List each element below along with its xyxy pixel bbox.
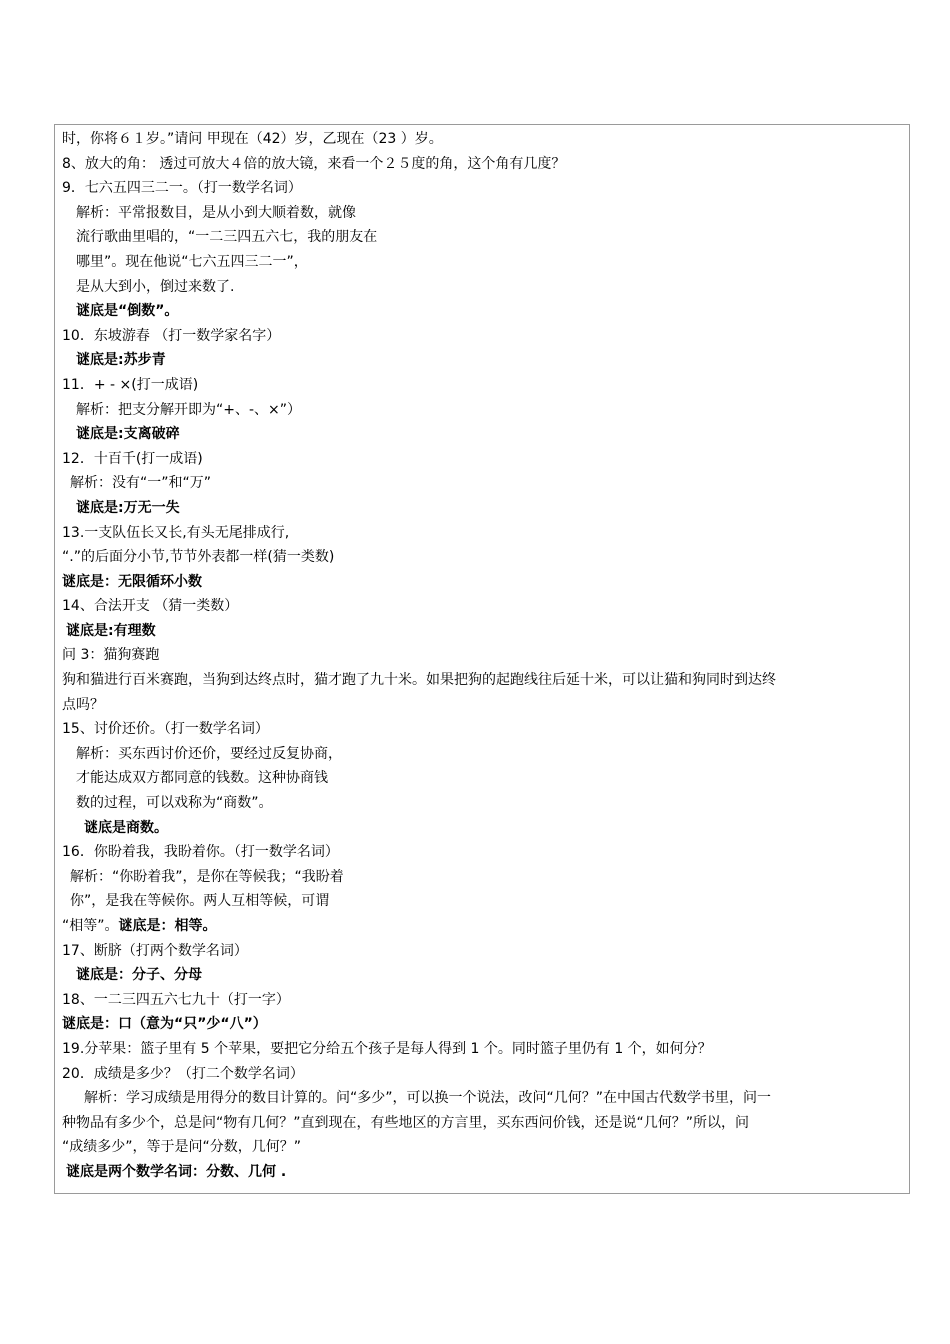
- text-line: [62, 152, 908, 177]
- text-line: [62, 1160, 908, 1185]
- text-line: [62, 570, 908, 595]
- line-text: 谜底是:万无一失: [76, 499, 180, 516]
- line-text: 8、放大的角： 透过可放大４倍的放大镜，来看一个２５度的角，这个角有几度？: [62, 155, 566, 172]
- line-text: 点吗？: [62, 696, 104, 713]
- text-line: [62, 299, 908, 324]
- line-text: 14、合法开支 （猜一类数）: [62, 598, 239, 615]
- text-line: [62, 619, 908, 644]
- line-text: 狗和猫进行百米赛跑，当狗到达终点时，猫才跑了九十米。如果把狗的起跑线往后延十米，可以让猫和狗同时到达终: [62, 672, 776, 689]
- line-text: 12．十百千(打一成语): [62, 450, 203, 467]
- line-text: 解析：没有“一”和“万”: [70, 475, 212, 492]
- document-body: [62, 127, 908, 1185]
- text-line: [62, 373, 908, 398]
- text-line: [62, 1111, 908, 1136]
- text-line: [62, 693, 908, 718]
- line-text: 谜底是:有理数: [66, 622, 156, 639]
- line-text: 谜底是:支离破碎: [76, 426, 180, 443]
- text-line: [62, 643, 908, 668]
- line-text: 9．七六五四三二一。（打一数学名词）: [62, 180, 302, 197]
- text-line: [62, 176, 908, 201]
- line-answer: 谜底是：相等。: [118, 918, 217, 934]
- text-line: [62, 1037, 908, 1062]
- text-line: [62, 791, 908, 816]
- line-text: 流行歌曲里唱的，“一二三四五六七，我的朋友在: [76, 229, 378, 246]
- text-line: [62, 398, 908, 423]
- text-line: [62, 816, 908, 841]
- line-text: 谜底是“倒数”。: [76, 303, 179, 320]
- line-text: 是从大到小，倒过来数了.: [76, 278, 235, 295]
- line-text: 15、讨价还价。（打一数学名词）: [62, 721, 269, 738]
- text-line: [62, 1012, 908, 1037]
- line-text: 解析：平常报数目，是从小到大顺着数，就像: [76, 204, 356, 221]
- line-text: 解析：学习成绩是用得分的数目计算的。问“多少”，可以换一个说法，改问“几何？”在中国古代数学书里，问一: [84, 1090, 772, 1107]
- text-line: [62, 840, 908, 865]
- text-line: [62, 717, 908, 742]
- line-text: “相等”。: [62, 918, 119, 934]
- line-text: 谜底是:苏步青: [76, 352, 166, 369]
- line-text: 解析：“你盼着我”，是你在等候我；“我盼着: [70, 868, 344, 885]
- text-line: [62, 422, 908, 447]
- line-text: 20．成绩是多少？（打二个数学名词）: [62, 1065, 304, 1082]
- line-text: 时，你将６１岁。”请问 甲现在（42）岁，乙现在（23 ）岁。: [62, 131, 443, 147]
- line-text: “.”的后面分小节,节节外表都一样(猜一类数): [62, 549, 335, 566]
- text-line: [62, 889, 908, 914]
- line-text: 16．你盼着我，我盼着你。（打一数学名词）: [62, 844, 339, 861]
- text-line: [62, 521, 908, 546]
- line-text: 谜底是商数。: [84, 819, 168, 836]
- text-line: [62, 471, 908, 496]
- text-line: [62, 545, 908, 570]
- text-line: [62, 742, 908, 767]
- text-line: [62, 668, 908, 693]
- text-line: [62, 1086, 908, 1111]
- text-line: [62, 225, 908, 250]
- text-line: [62, 447, 908, 472]
- line-text: 19.分苹果：篮子里有 5 个苹果，要把它分给五个孩子是每人得到 1 个。同时篮子里仍有 1 个，如何分？: [62, 1040, 712, 1057]
- line-text: 10．东坡游春 （打一数学家名字）: [62, 327, 281, 344]
- line-text: 才能达成双方都同意的钱数。这种协商钱: [76, 770, 328, 787]
- text-line: [62, 1062, 908, 1087]
- text-line: [62, 1135, 908, 1160]
- line-text: 你”，是我在等候你。两人互相等候，可谓: [70, 893, 330, 910]
- text-line: [62, 324, 908, 349]
- line-text: 数的过程，可以戏称为“商数”。: [76, 795, 273, 812]
- text-line: [62, 939, 908, 964]
- line-text: 13.一支队伍长又长,有头无尾排成行,: [62, 524, 290, 541]
- line-text: 谜底是两个数学名词：分数、几何 .: [66, 1163, 287, 1180]
- text-line: [62, 496, 908, 521]
- text-line: [62, 963, 908, 988]
- line-text: 17、断脐（打两个数学名词）: [62, 942, 248, 959]
- line-text: 解析：把支分解开即为“+、-、×”）: [76, 401, 302, 418]
- text-line: [62, 348, 908, 373]
- text-line: [62, 988, 908, 1013]
- text-line: [62, 914, 908, 939]
- text-line: [62, 594, 908, 619]
- text-line: [62, 766, 908, 791]
- line-text: 谜底是：无限循环小数: [62, 573, 202, 590]
- line-text: 解析：买东西讨价还价，要经过反复协商，: [76, 745, 342, 762]
- line-text: 种物品有多少个，总是问“物有几何？”直到现在，有些地区的方言里，买东西问价钱，还是说“几何？”所以，问: [62, 1114, 750, 1131]
- text-line: [62, 127, 908, 152]
- text-line: [62, 275, 908, 300]
- text-line: [62, 865, 908, 890]
- line-text: 11．+ - ×(打一成语): [62, 376, 199, 393]
- line-text: “成绩多少”，等于是问“分数，几何？”: [62, 1139, 302, 1156]
- line-text: 谜底是：口（意为“只”少“八”）: [62, 1016, 267, 1033]
- line-text: 谜底是：分子、分母: [76, 967, 202, 984]
- line-text: 问 3：猫狗赛跑: [62, 647, 160, 664]
- text-line: [62, 201, 908, 226]
- line-text: 哪里”。现在他说“七六五四三二一”，: [76, 253, 308, 270]
- line-text: 18、一二三四五六七九十（打一字）: [62, 991, 290, 1008]
- text-line: [62, 250, 908, 275]
